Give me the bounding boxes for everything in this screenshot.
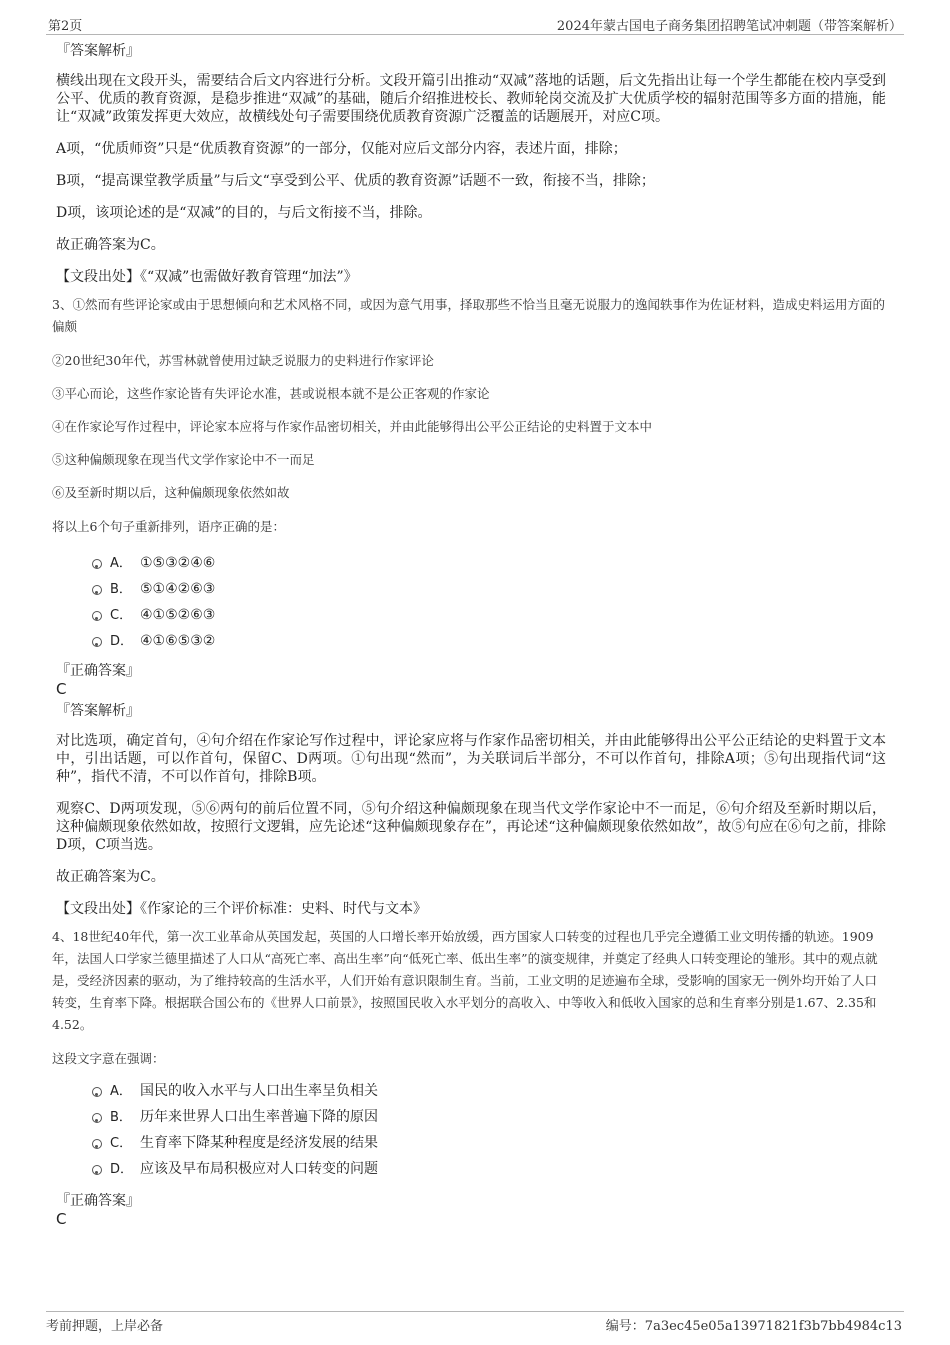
q3-source: 【文段出处】《作家论的三个评价标准：史料、时代与文本》 (56, 901, 427, 917)
question-4 (52, 926, 886, 1182)
q3-stem-5: ⑤这种偏颇现象在现当代文学作家论中不一而足 (52, 452, 315, 467)
q4-option-d[interactable]: D． 应该及早布局积极应对人口转变的问题 (52, 1156, 886, 1182)
q3-prompt: 将以上6个句子重新排列，语序正确的是： (52, 519, 285, 534)
radio-icon[interactable] (92, 611, 102, 621)
radio-icon[interactable] (92, 1165, 102, 1175)
q3-stem-4: ④在作家论写作过程中，评论家本应将与作家作品密切相关，并由此能够得出公平公正结论的史料置于文本中 (52, 419, 653, 434)
q3-conclusion: 故正确答案为C。 (56, 869, 165, 885)
q3-option-a[interactable]: A． ①⑤③②④⑥ (52, 550, 886, 576)
q3-analysis-p1: 对比选项，确定首句，④句介绍在作家论写作过程中，评论家应将与作家作品密切相关，并由此能够得出公平公正结论的史料置于文本中，引出话题，可以作首句，保留C、D两项。①句出现“然而”，为关联词后半部分，不可以作首句，排除A项；⑤句出现指代词“这种”，指代不清，不可以作首句，排除B项。 (56, 733, 886, 785)
q2-analysis-p1: 横线出现在文段开头，需要结合后文内容进行分析。文段开篇引出推动“双减”落地的话题，后文先指出让每一个学生都能在校内享受到公平、优质的教育资源，是稳步推进“双减”的基础，随后介绍推进校长、教师轮岗交流及扩大优质学校的辐射范围等多方面的措施，能让“双减”政策发挥更大效应，故横线处句子需要围绕优质教育资源广泛覆盖的话题展开，对应C项。 (56, 73, 886, 125)
radio-icon[interactable] (92, 559, 102, 569)
q2-analysis-p4: D项，该项论述的是“双减”的目的，与后文衔接不当，排除。 (56, 205, 432, 221)
radio-icon[interactable] (92, 1113, 102, 1123)
page-number: 第2页 (48, 19, 83, 34)
q2-analysis-label: 『答案解析』 (56, 43, 140, 59)
page-footer (46, 1311, 904, 1336)
q4-stem: 4、18世纪40年代，第一次工业革命从英国发起，英国的人口增长率开始放缓，西方国家人口转变的过程也几乎完全遵循工业文明传播的轨迹。1909年，法国人口学家兰德里描述了人口从“高死亡率、高出生率”向“低死亡率、低出生率”的演变规律，并奠定了经典人口转变理论的雏形。其中的观点就是，受经济因素的驱动，为了维持较高的生活水平，人们开始有意识限制生育。当前，工业文明的足迹遍布全球，受影响的国家无一例外均开始了人口转变，生育率下降。根据联合国公布的《世界人口前景》，按照国民收入水平划分的高收入、中等收入和低收入国家的总和生育率分别是1.67、2.35和4.52。 (52, 929, 878, 1032)
radio-icon[interactable] (92, 1087, 102, 1097)
q4-option-a[interactable]: A． 国民的收入水平与人口出生率呈负相关 (52, 1078, 886, 1104)
q3-analysis-label: 『答案解析』 (56, 703, 140, 719)
q4-options (52, 1078, 886, 1182)
q3-stem-3: ③平心而论，这些作家论皆有失评论水准，甚或说根本就不是公正客观的作家论 (52, 386, 490, 401)
q3-options (52, 550, 886, 654)
q4-option-b[interactable]: B． 历年来世界人口出生率普遍下降的原因 (52, 1104, 886, 1130)
document-title: 2024年蒙古国电子商务集团招聘笔试冲刺题（带答案解析） (556, 19, 902, 34)
radio-icon[interactable] (92, 1139, 102, 1149)
q2-conclusion: 故正确答案为C。 (56, 237, 165, 253)
document-code: 编号：7a3ec45e05a13971821f3b7bb4984c13 (605, 1319, 902, 1334)
q3-analysis-p2: 观察C、D两项发现，⑤⑥两句的前后位置不同，⑤句介绍这种偏颇现象在现当代文学作家论中不一而足，⑥句介绍及至新时期以后，这种偏颇现象依然如故，按照行文逻辑，应先论述“这种偏颇现象存在”，再论述“这种偏颇现象依然如故”，故⑤句应在⑥句之前，排除D项，C项当选。 (56, 801, 886, 853)
q3-stem-6: ⑥及至新时期以后，这种偏颇现象依然如故 (52, 485, 290, 500)
footer-slogan: 考前押题，上岸必备 (46, 1319, 164, 1334)
q3-stem-1: 3、①然而有些评论家或由于思想倾向和艺术风格不同，或因为意气用事，择取那些不恰当且毫无说服力的逸闻轶事作为佐证材料，造成史料运用方面的偏颇 (52, 297, 885, 334)
q4-answer-label: 『正确答案』 (56, 1193, 140, 1209)
radio-icon[interactable] (92, 585, 102, 595)
q2-source: 【文段出处】《“双减”也需做好教育管理“加法”》 (56, 269, 358, 285)
page-header (46, 14, 904, 35)
q4-option-c[interactable]: C． 生育率下降某种程度是经济发展的结果 (52, 1130, 886, 1156)
q2-analysis-p3: B项，“提高课堂教学质量”与后文“享受到公平、优质的教育资源”话题不一致，衔接不当，排除； (56, 173, 655, 189)
q3-option-d[interactable]: D． ④①⑥⑤③② (52, 628, 886, 654)
q2-analysis-p2: A项，“优质师资”只是“优质教育资源”的一部分，仅能对应后文部分内容，表述片面，排除； (56, 141, 627, 157)
q4-prompt: 这段文字意在强调： (52, 1051, 165, 1066)
q3-answer: C (56, 680, 67, 698)
question-3 (52, 294, 886, 654)
radio-icon[interactable] (92, 637, 102, 647)
q3-stem-2: ②20世纪30年代，苏雪林就曾使用过缺乏说服力的史料进行作家评论 (52, 353, 434, 368)
q4-answer: C (56, 1210, 67, 1228)
q3-option-c[interactable]: C． ④①⑤②⑥③ (52, 602, 886, 628)
document-body (52, 42, 886, 1228)
q3-answer-label: 『正确答案』 (56, 663, 140, 679)
q3-option-b[interactable]: B． ⑤①④②⑥③ (52, 576, 886, 602)
